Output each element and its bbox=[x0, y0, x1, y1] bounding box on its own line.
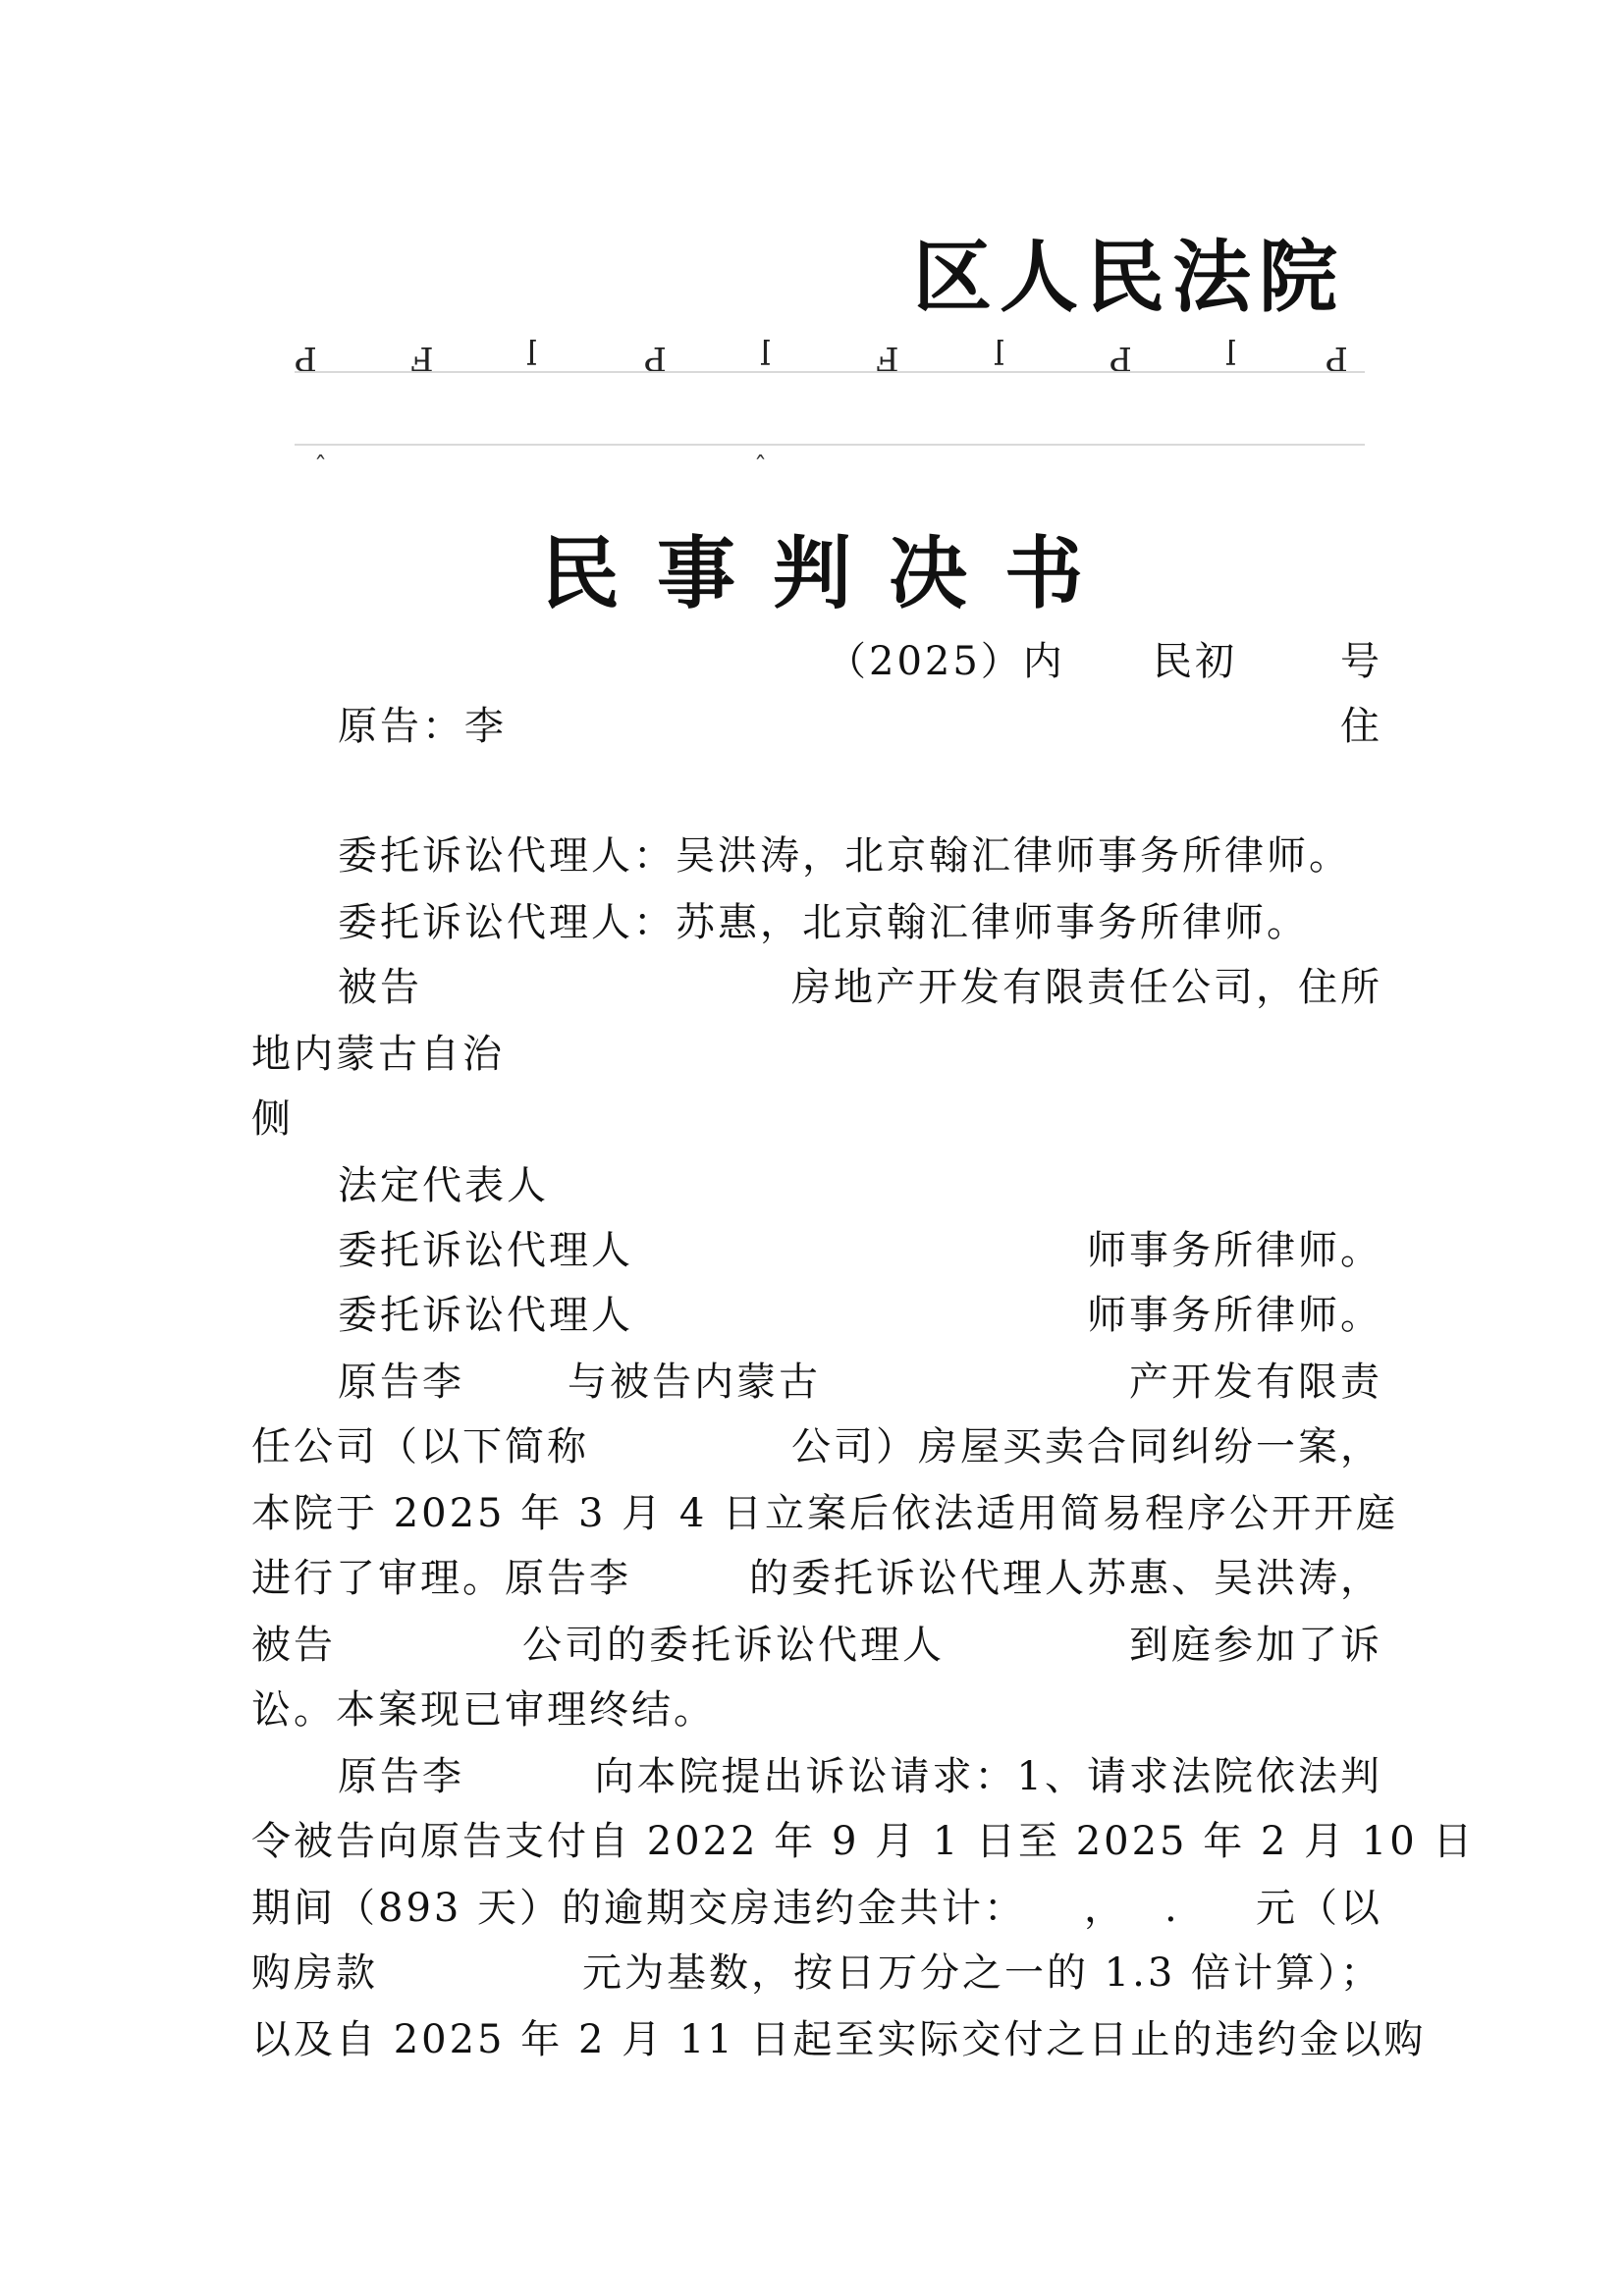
text-segment: 原告李 bbox=[338, 1360, 464, 1405]
decorative-glyph: ꞁ bbox=[760, 339, 771, 378]
text-segment: ， bbox=[1084, 1886, 1126, 1931]
document-title: 民事判决书 bbox=[541, 527, 1120, 619]
text-segment: 产开发有限责 bbox=[1129, 1360, 1382, 1405]
defendant-agent-tail: 师事务所律师。 bbox=[1087, 1228, 1382, 1273]
decorative-glyph: ꟻ bbox=[876, 339, 899, 378]
case-number-part: 民初 bbox=[1153, 639, 1237, 684]
header-divider bbox=[295, 371, 1365, 373]
decorative-glyph: ꟼ bbox=[1326, 339, 1348, 378]
defendant-address-text: 地内蒙古自治 bbox=[251, 1032, 505, 1077]
text-segment: 原告李 bbox=[338, 1754, 464, 1799]
header-divider bbox=[295, 444, 1365, 446]
case-number-part: （2025）内 bbox=[827, 639, 1065, 684]
paragraph-2-line: 以及自 2025 年 2 月 11 日起至实际交付之日止的违约金以购 bbox=[251, 2017, 1427, 2062]
decorative-glyph: ꞁ bbox=[1225, 339, 1236, 378]
defendant-agent-label: 委托诉讼代理人 bbox=[338, 1293, 633, 1338]
decorative-tick: ˇ bbox=[754, 432, 767, 461]
text-segment: 到庭参加了诉 bbox=[1129, 1623, 1382, 1668]
text-segment: 向本院提出诉讼请求：1、请求法院依法判 bbox=[594, 1754, 1382, 1799]
decorative-glyph: ꟼ bbox=[295, 339, 317, 378]
defendant-label: 被告 bbox=[338, 965, 422, 1010]
decorative-glyph: ꞁ bbox=[994, 339, 1004, 378]
defendant-name-tail: 房地产开发有限责任公司，住所 bbox=[791, 965, 1382, 1010]
decorative-glyph: ꟼ bbox=[644, 339, 667, 378]
paragraph-1-line: 本院于 2025 年 3 月 4 日立案后依法适用简易程序公开开庭 bbox=[251, 1491, 1398, 1536]
court-name: 区人民法院 bbox=[913, 231, 1345, 323]
plaintiff-address-tail: 住 bbox=[1340, 704, 1382, 749]
text-segment: 元（以 bbox=[1256, 1886, 1382, 1931]
legal-rep-label: 法定代表人 bbox=[338, 1163, 549, 1208]
text-segment: 元为基数，按日万分之一的 1.3 倍计算）； bbox=[581, 1950, 1382, 1996]
defendant-agent-label: 委托诉讼代理人 bbox=[338, 1228, 633, 1273]
text-segment: 期间（893 天）的逾期交房违约金共计： bbox=[251, 1886, 1027, 1931]
plaintiff-agent-text: 委托诉讼代理人：吴洪涛，北京翰汇律师事务所律师。 bbox=[338, 833, 1351, 879]
decorative-glyph: ꟻ bbox=[410, 339, 434, 378]
defendant-agent-tail: 师事务所律师。 bbox=[1087, 1293, 1382, 1338]
decorative-tick: ˇ bbox=[314, 432, 327, 461]
paragraph-2-line: 令被告向原告支付自 2022 年 9 月 1 日至 2025 年 2 月 10 日 bbox=[251, 1819, 1476, 1864]
text-segment: 与被告内蒙古 bbox=[568, 1360, 821, 1405]
text-segment: . bbox=[1164, 1886, 1180, 1931]
text-segment: 的委托诉讼代理人苏惠、吴洪涛， bbox=[749, 1556, 1382, 1601]
decorative-glyph: ꞁ bbox=[526, 339, 537, 378]
defendant-address-text: 侧 bbox=[251, 1096, 294, 1142]
plaintiff-agent-text: 委托诉讼代理人：苏惠，北京翰汇律师事务所律师。 bbox=[338, 900, 1309, 945]
text-segment: 公司的委托诉讼代理人 bbox=[522, 1623, 945, 1668]
text-segment: 讼。本案现已审理终结。 bbox=[251, 1687, 716, 1733]
text-segment: 公司）房屋买卖合同纠纷一案， bbox=[791, 1424, 1382, 1469]
text-segment: 被告 bbox=[251, 1623, 336, 1668]
plaintiff-label: 原告：李 bbox=[338, 704, 507, 749]
case-number-part: 号 bbox=[1340, 639, 1382, 684]
decorative-glyph: ꟼ bbox=[1110, 339, 1132, 378]
text-segment: 进行了审理。原告李 bbox=[251, 1556, 631, 1601]
text-segment: 任公司（以下简称 bbox=[251, 1424, 589, 1469]
text-segment: 购房款 bbox=[251, 1950, 378, 1996]
